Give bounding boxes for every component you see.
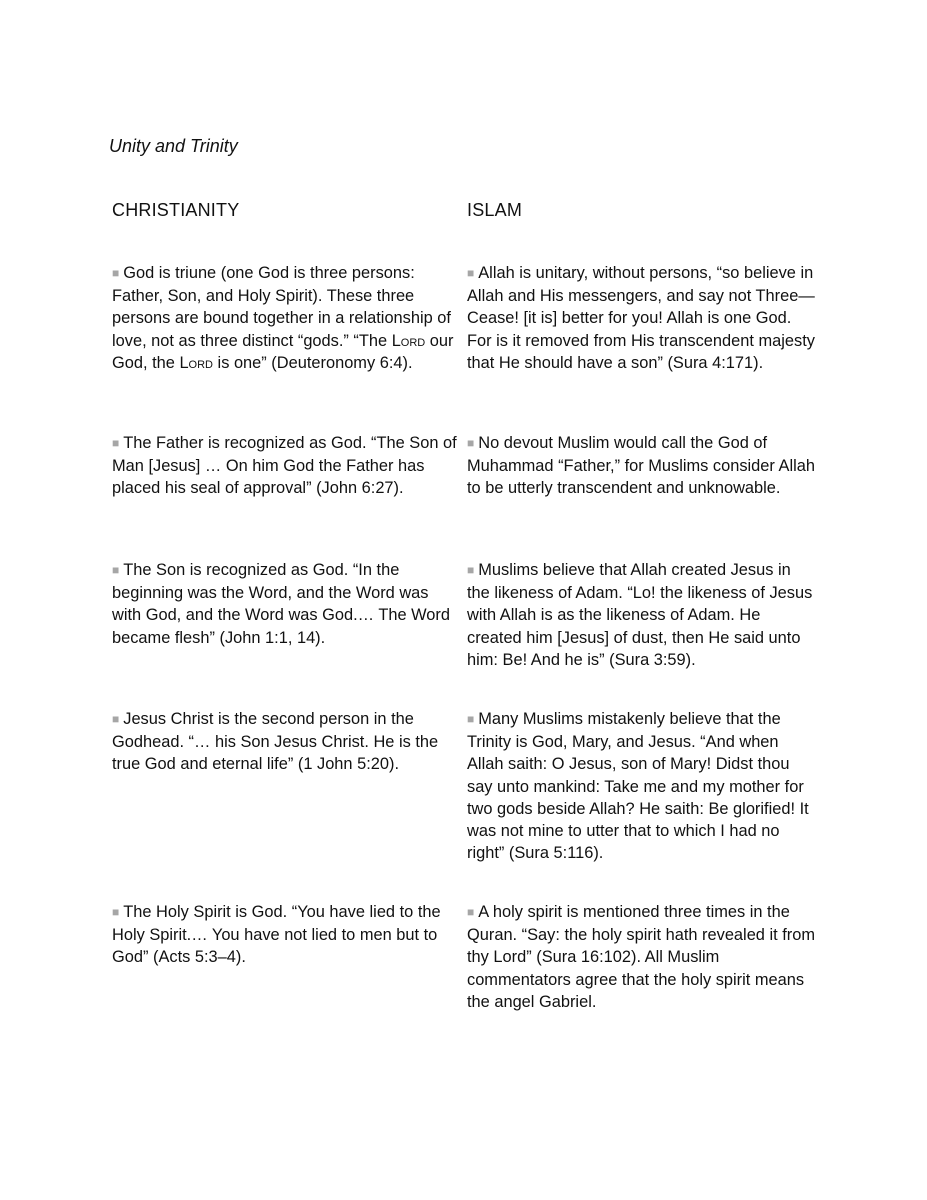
islam-entry — [467, 262, 817, 374]
entry-text: The Holy Spirit is God. “You have lied to the Holy Spirit.… You have not lied to men but to God” (Acts 5:3–4). — [112, 903, 441, 967]
entry-text: The Son is recognized as God. “In the beginning was the Word, and the Word was with God, and the Word was God.… The Word became flesh” (John 1:1, 14). — [112, 561, 450, 647]
square-bullet-icon: ■ — [467, 712, 475, 726]
square-bullet-icon: ■ — [112, 563, 120, 577]
christianity-entry — [112, 901, 462, 969]
square-bullet-icon: ■ — [112, 712, 120, 726]
islam-entry — [467, 432, 817, 500]
islam-entry — [467, 901, 817, 1013]
entry-text-part: God is triune (one God is three persons: Father, Son, and Holy Spirit). These three persons are bound together in a relationship of love, not as three distinct “gods.” “The — [112, 264, 451, 350]
column-header-islam: ISLAM — [467, 200, 523, 220]
square-bullet-icon: ■ — [467, 266, 475, 280]
lord-small-caps: Lord — [179, 353, 213, 372]
square-bullet-icon: ■ — [467, 563, 475, 577]
column-header-christianity: CHRISTIANITY — [112, 200, 240, 220]
christianity-entry — [112, 708, 462, 776]
lord-small-caps: Lord — [391, 331, 426, 350]
entry-text: Allah is unitary, without persons, “so believe in Allah and His messengers, and say not Three—Cease! [it is] better for you! Allah is one God. For is it removed from His transcendent majesty that He should have a son” (Sura 4:171). — [467, 264, 815, 372]
islam-entry — [467, 559, 817, 671]
christianity-entry — [112, 432, 462, 500]
square-bullet-icon: ■ — [467, 436, 475, 450]
entry-text: The Father is recognized as God. “The Son of Man [Jesus] … On him God the Father has placed his seal of approval” (John 6:27). — [112, 434, 457, 498]
entry-text-part: our God, the — [112, 331, 454, 372]
christianity-entry — [112, 559, 462, 649]
square-bullet-icon: ■ — [112, 266, 120, 280]
entry-text: A holy spirit is mentioned three times in the Quran. “Say: the holy spirit hath revealed it from thy Lord” (Sura 16:102). All Muslim commentators agree that the holy spirit means the angel Gabriel. — [467, 903, 816, 1011]
christianity-entry — [112, 262, 462, 374]
square-bullet-icon: ■ — [467, 905, 475, 919]
entry-text: Jesus Christ is the second person in the Godhead. “… his Son Jesus Christ. He is the true God and eternal life” (1 John 5:20). — [112, 710, 439, 774]
square-bullet-icon: ■ — [112, 905, 120, 919]
square-bullet-icon: ■ — [112, 436, 120, 450]
entry-text: Muslims believe that Allah created Jesus in the likeness of Adam. “Lo! the likeness of Jesus with Allah is as the likeness of Adam. He created him [Jesus] of dust, then He said unto him: Be! And he is” (Sura 3:59). — [467, 561, 813, 669]
entry-text: No devout Muslim would call the God of Muhammad “Father,” for Muslims consider Allah to be utterly transcendent and unknowable. — [467, 434, 815, 498]
entry-text-part: is one” (Deuteronomy 6:4). — [213, 353, 413, 372]
islam-entry — [467, 708, 817, 864]
page-title: Unity and Trinity — [109, 136, 238, 156]
entry-text: Many Muslims mistakenly believe that the Trinity is God, Mary, and Jesus. “And when Allah saith: O Jesus, son of Mary! Didst thou say unto mankind: Take me and my mother for two gods beside Allah? He saith: Be glorified! It was not mine to utter that to which I had no right” (Sura 5:116). — [467, 710, 809, 863]
